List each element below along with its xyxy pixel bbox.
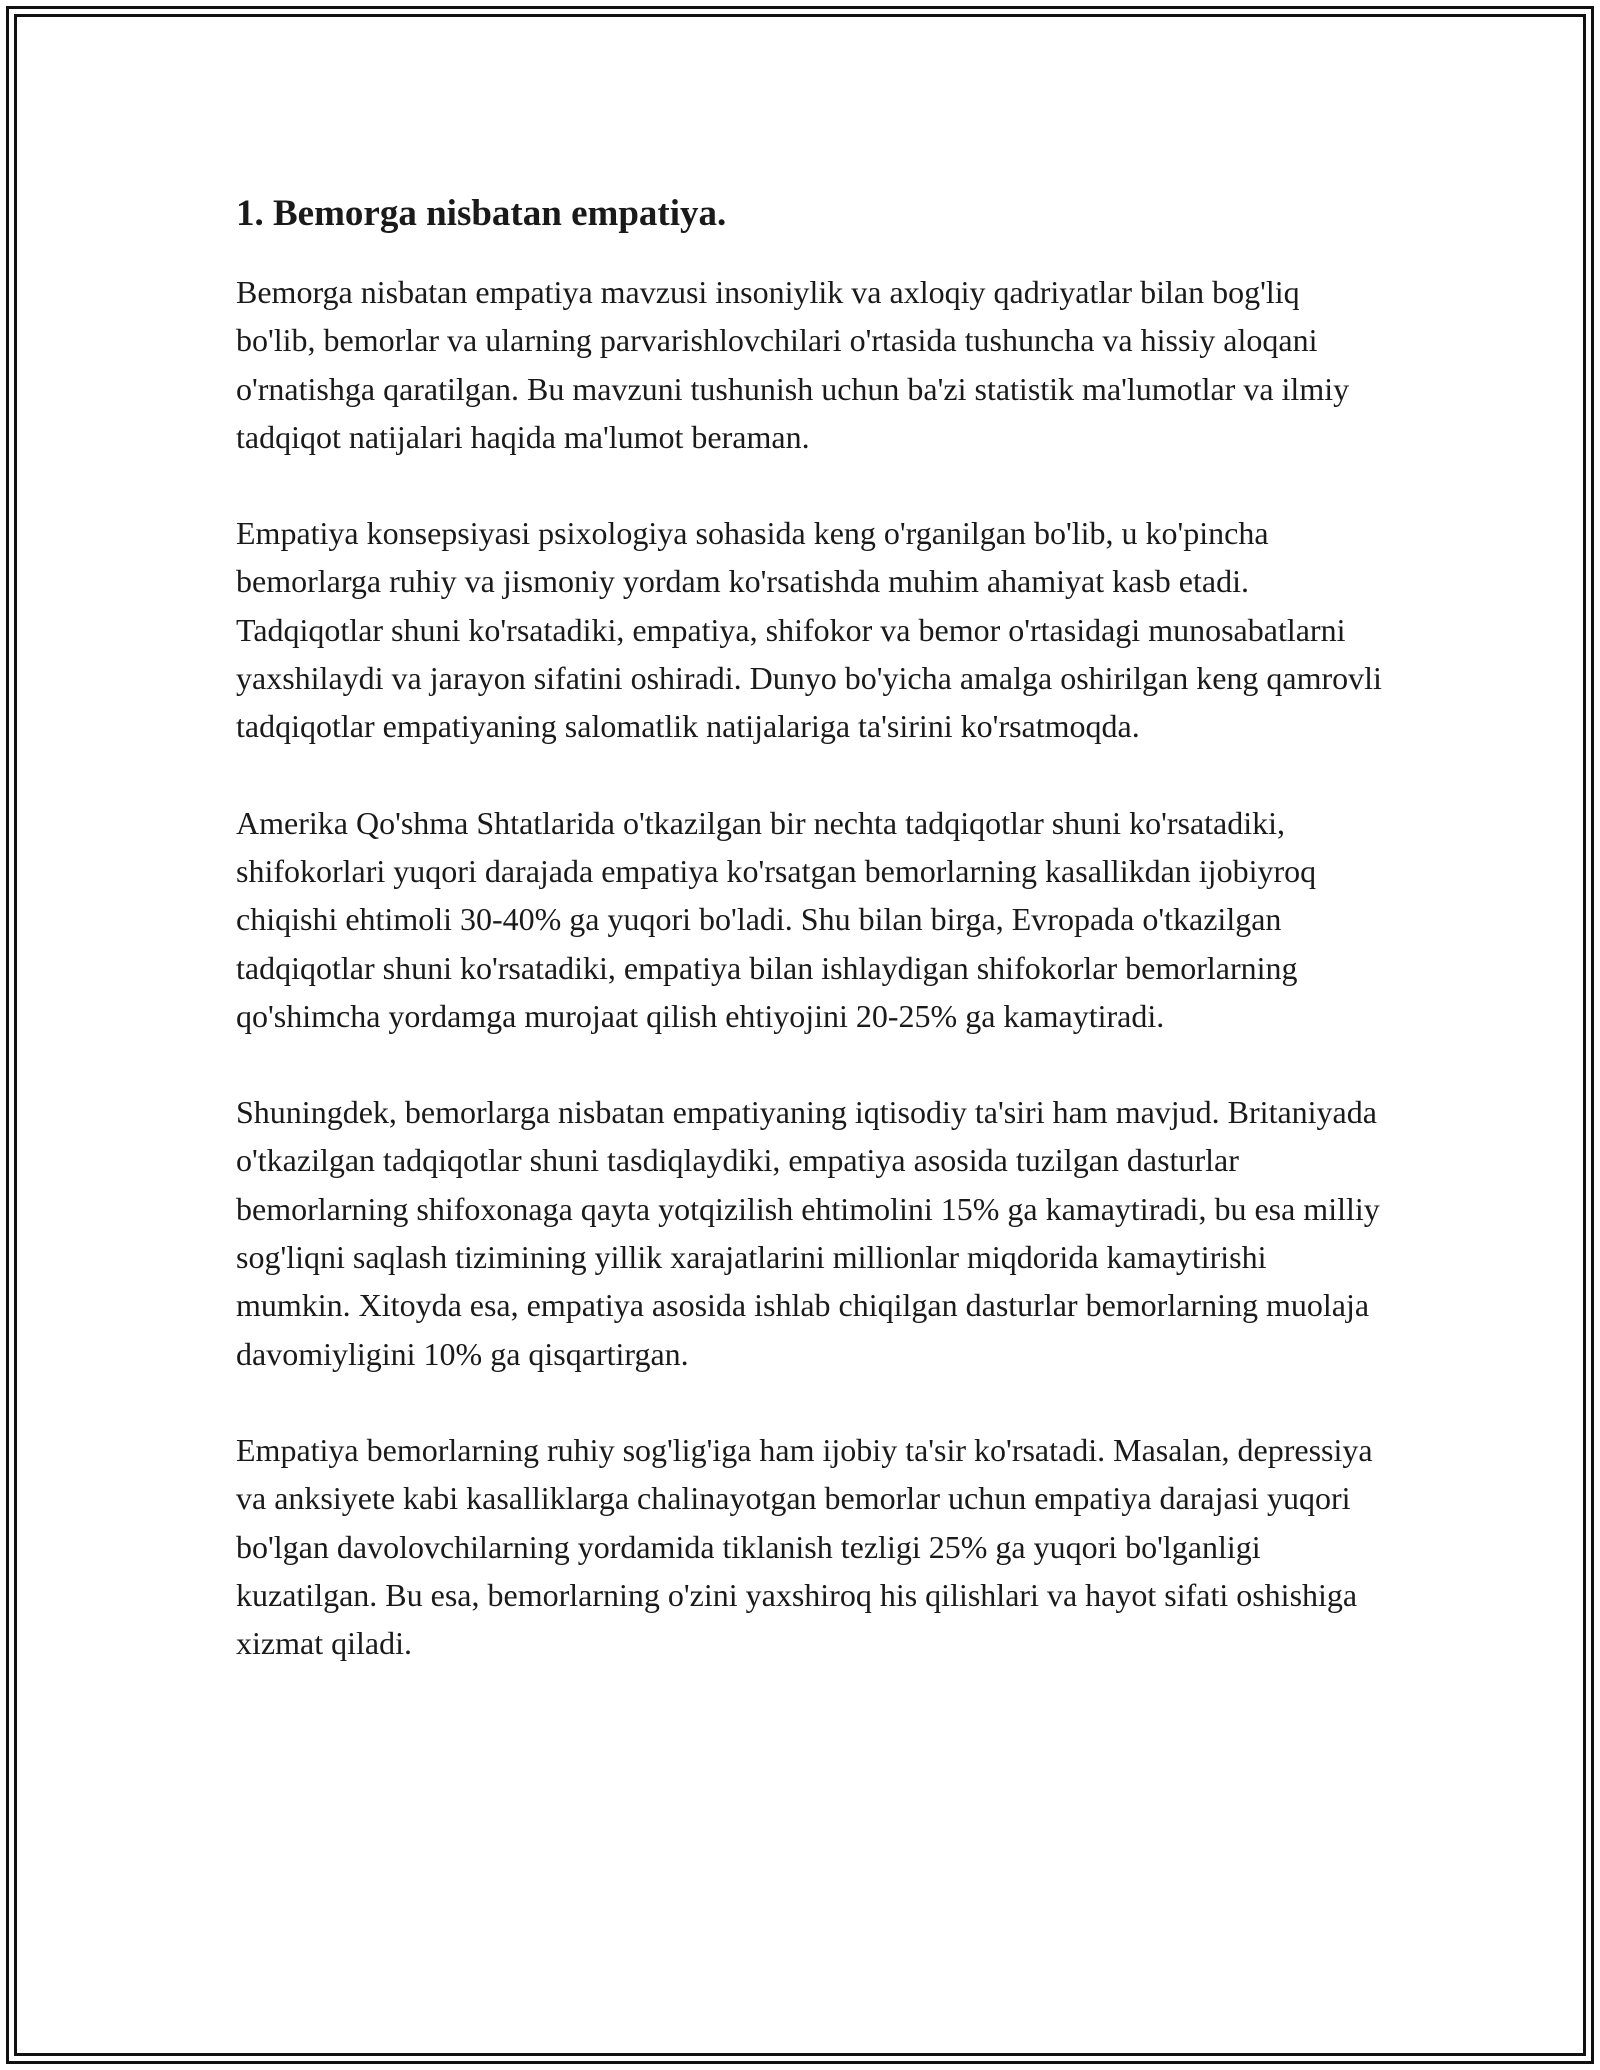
document-body (236, 186, 1386, 1715)
paragraph-4: Shuningdek, bemorlarga nisbatan empatiyaning iqtisodiy ta'siri ham mavjud. Britaniyada o'tkazilgan tadqiqotlar shuni tasdiqlaydiki, empatiya asosida tuzilgan dasturlar bemorlarning shifoxonaga qayta yotqizilish ehtimolini 15% ga kamaytiradi, bu esa milliy sog'liqni saqlash tizimining yillik xarajatlarini millionlar miqdorida kamaytirishi mumkin. Xitoyda esa, empatiya asosida ishlab chiqilgan dasturlar bemorlarning muolaja davomiyligini 10% ga qisqartirgan. (236, 1094, 1380, 1372)
paragraph-1: Bemorga nisbatan empatiya mavzusi insoniylik va axloqiy qadriyatlar bilan bog'liq bo'lib, bemorlar va ularning parvarishlovchilari o'rtasida tushuncha va hissiy aloqani o'rnatishga qaratilgan. Bu mavzuni tushunish uchun ba'zi statistik ma'lumotlar va ilmiy tadqiqot natijalari haqida ma'lumot beraman. (236, 274, 1350, 455)
section-heading: 1. Bemorga nisbatan empatiya. (236, 193, 727, 234)
paragraph-5: Empatiya bemorlarning ruhiy sog'lig'iga ham ijobiy ta'sir ko'rsatadi. Masalan, depressiya va anksiyete kabi kasalliklarga chalinayotgan bemorlar uchun empatiya darajasi yuqori bo'lgan davolovchilarning yordamida tiklanish tezligi 25% ga yuqori bo'lganligi kuzatilgan. Bu esa, bemorlarning o'zini yaxshiroq his qilishlari va hayot sifati oshishiga xizmat qiladi. (236, 1431, 1373, 1662)
paragraph-2: Empatiya konsepsiyasi psixologiya sohasida keng o'rganilgan bo'lib, u ko'pincha bemorlarga ruhiy va jismoniy yordam ko'rsatishda muhim ahamiyat kasb etadi. Tadqiqotlar shuni ko'rsatadiki, empatiya, shifokor va bemor o'rtasidagi munosabatlarni yaxshilaydi va jarayon sifatini oshiradi. Dunyo bo'yicha amalga oshirilgan keng qamrovli tadqiqotlar empatiyaning salomatlik natijalariga ta'sirini ko'rsatmoqda. (236, 515, 1382, 745)
paragraph-3: Amerika Qo'shma Shtatlarida o'tkazilgan bir nechta tadqiqotlar shuni ko'rsatadiki, shifokorlari yuqori darajada empatiya ko'rsatgan bemorlarning kasallikdan ijobiyroq chiqishi ehtimoli 30-40% ga yuqori bo'ladi. Shu bilan birga, Evropada o'tkazilgan tadqiqotlar shuni ko'rsatadiki, empatiya bilan ishlaydigan shifokorlar bemorlarning qo'shimcha yordamga murojaat qilish ehtiyojini 20-25% ga kamaytiradi. (236, 804, 1317, 1034)
